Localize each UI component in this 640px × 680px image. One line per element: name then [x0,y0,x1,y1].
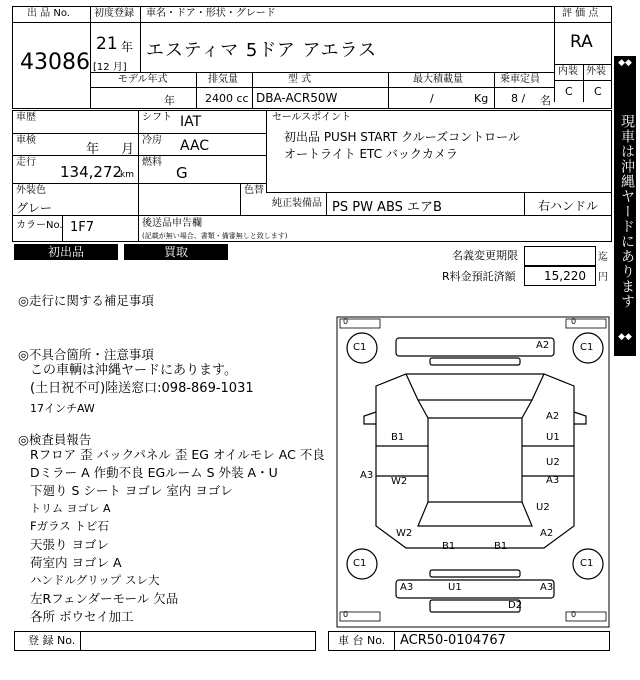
divider [266,192,612,193]
mark-d2: D2 [508,600,523,611]
inspector-line: 荷室内 ヨゴレ A [30,555,122,570]
defect-line: この車輌は沖縄ヤードにあります。 [30,363,237,378]
sales-point-line1: 初出品 PUSH START クルーズコントロール [284,130,520,144]
roof [428,418,522,502]
divider [583,64,584,102]
divider [12,183,266,184]
rear-lower [430,600,523,612]
inspector-title: ◎検査員報告 [18,432,92,447]
first-listing-badge: 初出品 [14,244,118,260]
capacity-label: 乗車定員 [500,74,540,85]
corner-counter: 0 [343,610,349,619]
front-grille [430,358,520,365]
rear-window [418,502,532,526]
inspector-line: Dミラー A 作動不良 EGルーム S 外装 A・U [30,465,278,480]
divider [266,215,612,216]
divider [240,183,241,215]
mark-b1: B1 [494,541,508,552]
displacement: 2400 cc [205,92,249,105]
shift: IAT [180,114,202,130]
aircon: AAC [180,138,210,154]
chassis-value: ACR50-0104767 [400,633,506,648]
mark-a2: A2 [540,528,554,539]
corner-counter: 0 [343,317,349,326]
rear-bumper [396,580,554,598]
inspector-line: Fガラス トビ石 [30,519,109,533]
inspector-line: 左Rフェンダーモール 欠品 [30,591,179,606]
name-change-suffix: 迄 [598,252,608,263]
mark-b1: B1 [442,541,456,552]
sales-point-label: セールスポイント [272,112,352,123]
left-mirror [364,412,376,424]
interior-label: 内装 [558,66,578,77]
docs-label: 後送品申告欄 [142,218,202,229]
car-name: エスティマ 5ドア アエラス [146,40,378,61]
windshield [418,400,532,418]
displacement-label: 排気量 [208,74,238,85]
mark-w2: W2 [391,476,408,487]
registration-label: 登 録 No. [28,634,76,647]
divider [524,192,525,215]
first-reg-year: 21 [96,34,118,54]
interior-grade: C [565,85,573,98]
mark-a2: A2 [546,411,560,422]
purchase-badge: 買取 [124,244,228,260]
hood [406,374,544,400]
divider [80,631,81,651]
first-reg-label: 初度登録 [94,8,134,19]
mark-a2: A2 [536,340,550,351]
max-load-unit: Kg [474,92,489,105]
max-load: / [430,92,434,105]
lot-number: 43086 [20,50,90,75]
fuel: G [176,164,188,182]
divider [140,6,141,72]
name-change-box [524,246,596,266]
model-year-unit: 年 [164,94,175,107]
inspector-line: 天張り ヨゴレ [30,537,109,552]
divider [554,22,612,23]
divider [554,80,612,81]
recycle-amount: 15,220 [544,269,586,283]
recycle-unit: 円 [598,272,608,283]
inspection-value: 年 月 [86,142,135,157]
model-code: DBA-ACR50W [256,91,338,105]
defect-line: (土日祝不可)陸送窓口:098-869-1031 [30,381,254,396]
divider [90,22,554,23]
damage-diagram [336,316,610,628]
mark-c1: C1 [580,558,594,569]
equipment-label: 純正装備品 [272,198,322,209]
divider [12,155,266,156]
defects-title: ◎不具合箇所・注意事項 [18,347,154,362]
inspector-line: 下廻り S シート ヨゴレ 室内 ヨゴレ [30,483,233,498]
defect-line: 17インチAW [30,402,95,415]
divider [394,631,395,651]
car-name-label: 車名・ドア・形状・グレード [146,8,276,19]
docs-note: (記載が無い場合、書類・備審無しと致します) [142,232,288,240]
handle-side: 右ハンドル [538,199,599,213]
divider [12,133,266,134]
corner-counter: 0 [571,610,577,619]
inspector-line: ハンドルグリップ スレ大 [30,573,160,587]
divider [554,6,555,102]
left-door-line [376,446,428,476]
front-bumper [396,338,554,356]
mark-b1: B1 [391,432,405,443]
corner-counter: 0 [571,317,577,326]
mark-u1: U1 [546,432,560,443]
name-change-label: 名義変更期限 [452,249,518,262]
exterior-label: 外装 [586,66,606,77]
mark-c1: C1 [353,558,367,569]
model-code-label: 型 式 [288,74,312,85]
mark-u2: U2 [536,502,550,513]
year-suffix: 年 [121,40,134,54]
divider [12,22,90,23]
aircon-label: 冷房 [142,135,162,146]
inspection-label: 車検 [16,135,36,146]
inspector-line: トリム ヨゴレ A [30,502,111,515]
banner-text: 現車は沖縄ヤードにあります [619,114,635,309]
mileage: 134,272 [60,163,123,181]
divider [138,110,139,242]
recycle-label: R料金預託済額 [442,270,516,283]
inspector-line: Rフロア 歪 バックパネル 歪 EG オイルモレ AC 不良 [30,447,325,462]
divider [90,72,554,73]
fuel-label: 燃料 [142,157,162,168]
color-no-label: カラーNo. [16,220,63,231]
exterior-color: グレー [16,201,53,215]
banner-top-marks: ◆◆ [618,58,632,68]
sales-point-line2: オートライト ETC バックカメラ [284,147,458,161]
history-label: 車歴 [16,112,36,123]
mark-u1: U1 [448,582,462,593]
divider [196,72,197,109]
equipment: PS PW ABS エアB [332,200,442,215]
exterior-color-label: 外装色 [16,185,46,196]
rating-value: RA [570,32,593,52]
exterior-grade: C [594,85,602,98]
max-load-label: 最大積載量 [413,74,463,85]
mark-a3: A3 [540,582,554,593]
mark-a3: A3 [360,470,374,481]
mark-c1: C1 [353,342,367,353]
divider [252,72,253,109]
inspector-line: 各所 ボウセイ加工 [30,609,134,624]
capacity-unit: 名 [540,94,551,107]
divider [266,110,267,192]
capacity: 8 / [511,92,526,105]
shift-label: シフト [142,112,172,123]
chassis-label: 車 台 No. [338,634,386,647]
divider [494,72,495,109]
divider [388,72,389,109]
rating-label: 評 価 点 [562,8,599,19]
mileage-label: 走行 [16,157,36,168]
mark-a3: A3 [546,475,560,486]
model-year-label: モデル年式 [118,74,168,85]
mark-c1: C1 [580,342,594,353]
mark-w2: W2 [396,528,413,539]
color-change-label: 色替 [244,185,264,196]
divider [326,192,327,215]
right-mirror [574,412,586,424]
first-reg-month: [12 月] [93,62,127,73]
rear-panel [430,570,520,577]
yard-banner [614,56,636,356]
color-no: 1F7 [70,220,95,235]
mark-u2: U2 [546,457,560,468]
lot-label: 出 品 No. [27,8,70,19]
mark-a3: A3 [400,582,414,593]
driving-title: ◎走行に関する補足事項 [18,293,154,308]
divider [90,87,554,88]
banner-bottom-marks: ◆◆ [618,332,632,342]
mileage-unit: km [120,170,134,180]
